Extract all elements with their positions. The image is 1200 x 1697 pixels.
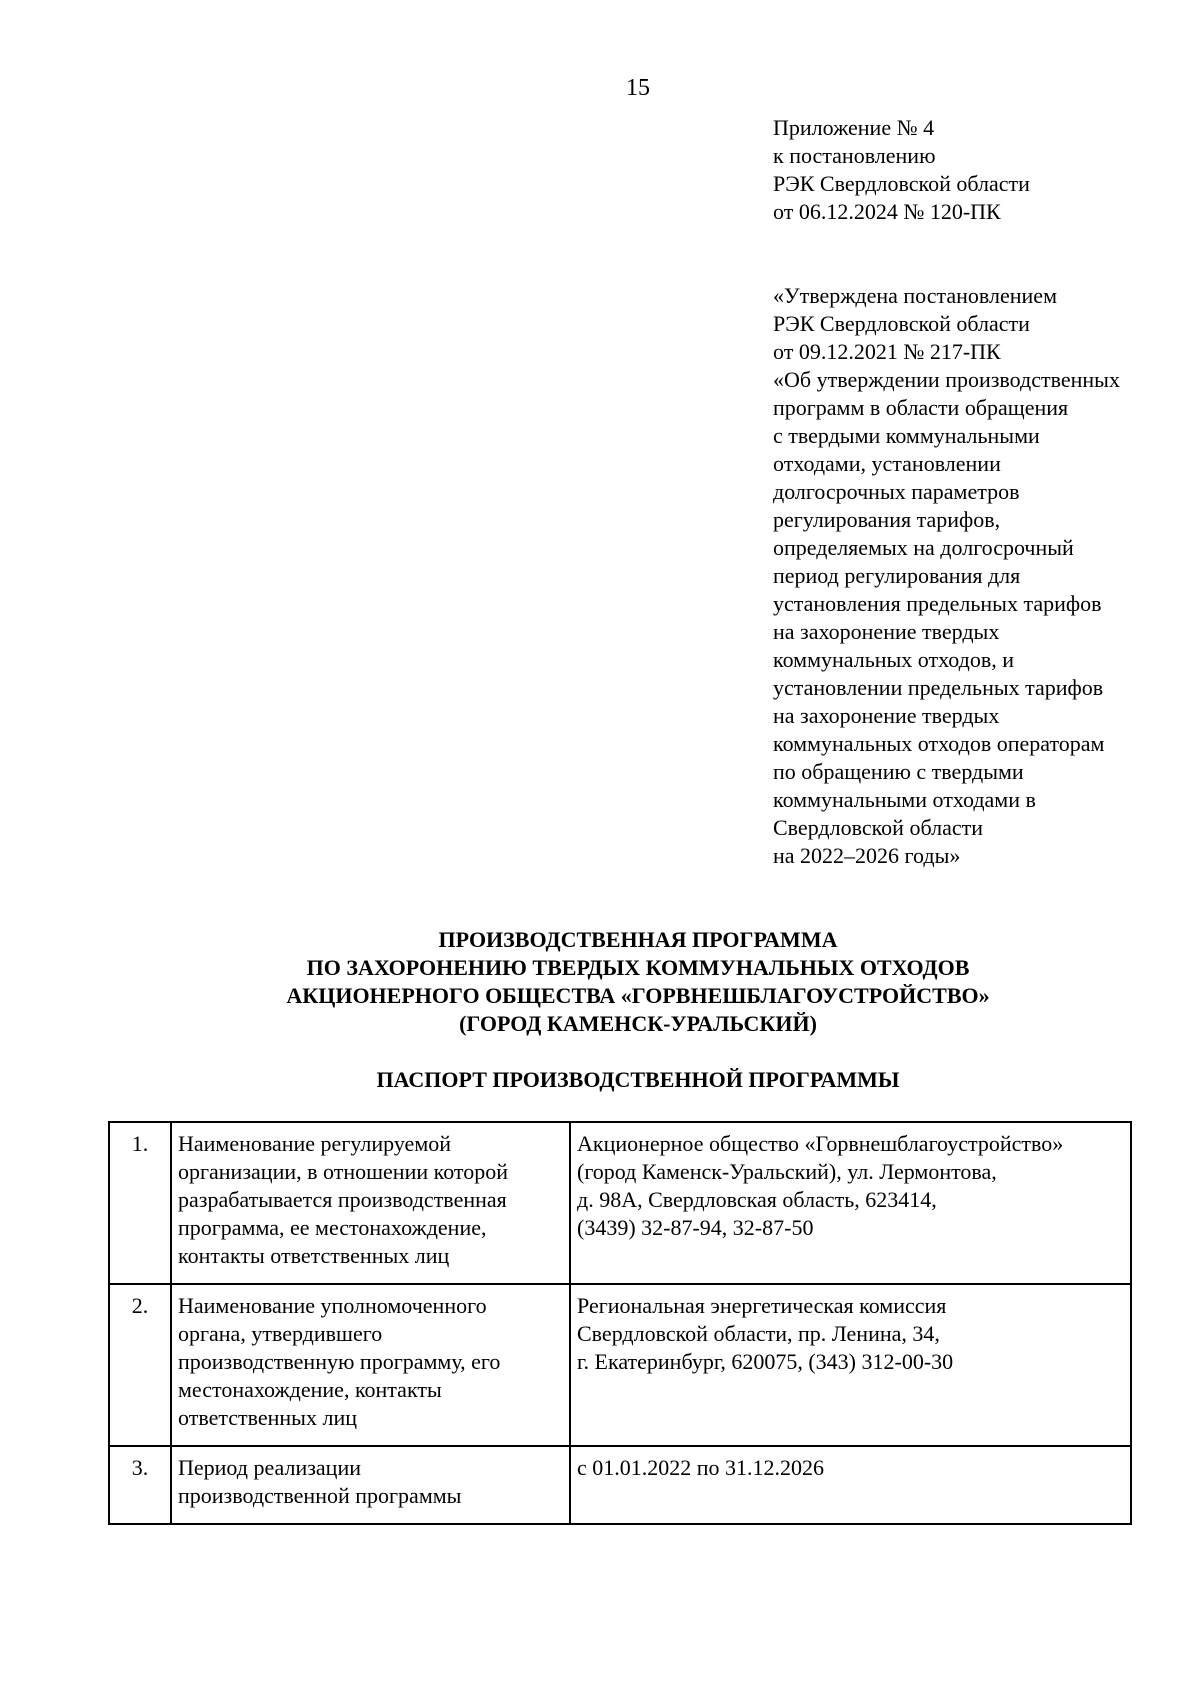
row-label-line: Наименование регулируемой: [178, 1131, 452, 1156]
row-value-line: д. 98А, Свердловская область, 623414,: [577, 1187, 937, 1212]
approval-line: определяемых на долгосрочный: [773, 535, 1074, 560]
passport-table: [108, 1121, 1132, 1525]
row-value: [570, 1122, 1131, 1284]
approval-line: Свердловской области: [773, 815, 983, 840]
page-number: 15: [626, 75, 650, 101]
row-value-line: г. Екатеринбург, 620075, (343) 312-00-30: [577, 1349, 954, 1374]
approval-line: с твердыми коммунальными: [773, 423, 1040, 448]
row-value: [570, 1284, 1131, 1446]
approval-line: регулирования тарифов,: [773, 507, 1001, 532]
row-value-line: Свердловской области, пр. Ленина, 34,: [577, 1321, 940, 1346]
row-value-line: Региональная энергетическая комиссия: [577, 1293, 947, 1318]
row-label-line: Период реализации: [178, 1455, 362, 1480]
approval-line: коммунальными отходами в: [773, 787, 1036, 812]
row-label-line: контакты ответственных лиц: [178, 1243, 450, 1268]
row-number: 1.: [109, 1122, 171, 1284]
approval-line: коммунальных отходов, и: [773, 647, 1015, 672]
program-title-line: ПРОИЗВОДСТВЕННАЯ ПРОГРАММА: [438, 927, 838, 952]
program-title-line: АКЦИОНЕРНОГО ОБЩЕСТВА «ГОРВНЕШБЛАГОУСТРОЙСТВО»: [286, 983, 990, 1008]
table-row: [109, 1122, 1131, 1284]
approval-line: коммунальных отходов операторам: [773, 731, 1105, 756]
approval-line: отходами, установлении: [773, 451, 1001, 476]
row-value: [570, 1446, 1131, 1524]
row-label-line: органа, утвердившего: [178, 1321, 383, 1346]
approval-reference: [773, 282, 1183, 870]
appendix-line: к постановлению: [773, 143, 936, 168]
row-label: [171, 1284, 570, 1446]
row-value-line: (город Каменск-Уральский), ул. Лермонтова,: [577, 1159, 997, 1184]
approval-line: от 09.12.2021 № 217-ПК: [773, 339, 1001, 364]
row-label: [171, 1122, 570, 1284]
program-title-line: (ГОРОД КАМЕНСК-УРАЛЬСКИЙ): [459, 1011, 817, 1036]
program-title-line: ПО ЗАХОРОНЕНИЮ ТВЕРДЫХ КОММУНАЛЬНЫХ ОТХОДОВ: [306, 955, 970, 980]
row-value-line: (3439) 32-87-94, 32-87-50: [577, 1215, 814, 1240]
table-row: [109, 1446, 1131, 1524]
row-label-line: местонахождение, контакты: [178, 1377, 442, 1402]
approval-line: по обращению с твердыми: [773, 759, 1024, 784]
approval-line: установлении предельных тарифов: [773, 675, 1104, 700]
row-label-line: производственную программу, его: [178, 1349, 501, 1374]
approval-line: «Утверждена постановлением: [773, 283, 1057, 308]
approval-line: «Об утверждении производственных: [773, 367, 1120, 392]
approval-line: РЭК Свердловской области: [773, 311, 1030, 336]
row-label: [171, 1446, 570, 1524]
approval-line: установления предельных тарифов: [773, 591, 1102, 616]
row-label-line: организации, в отношении которой: [178, 1159, 508, 1184]
row-number: 3.: [109, 1446, 171, 1524]
appendix-reference: [773, 114, 1173, 226]
approval-line: на захоронение твердых: [773, 619, 1000, 644]
row-value-line: с 01.01.2022 по 31.12.2026: [577, 1455, 825, 1480]
appendix-line: РЭК Свердловской области: [773, 171, 1030, 196]
table-row: [109, 1284, 1131, 1446]
row-label-line: разрабатывается производственная: [178, 1187, 507, 1212]
appendix-line: от 06.12.2024 № 120-ПК: [773, 199, 1001, 224]
approval-line: на захоронение твердых: [773, 703, 1000, 728]
row-label-line: программа, ее местонахождение,: [178, 1215, 487, 1240]
program-title: [108, 926, 1168, 1038]
approval-line: период регулирования для: [773, 563, 1021, 588]
approval-line: программ в области обращения: [773, 395, 1069, 420]
row-label-line: производственной программы: [178, 1483, 462, 1508]
passport-title: ПАСПОРТ ПРОИЗВОДСТВЕННОЙ ПРОГРАММЫ: [376, 1067, 900, 1092]
approval-line: долгосрочных параметров: [773, 479, 1020, 504]
appendix-line: Приложение № 4: [773, 115, 935, 140]
row-label-line: ответственных лиц: [178, 1405, 357, 1430]
row-value-line: Акционерное общество «Горвнешблагоустройство»: [577, 1131, 1064, 1156]
row-label-line: Наименование уполномоченного: [178, 1293, 487, 1318]
approval-line: на 2022–2026 годы»: [773, 843, 961, 868]
row-number: 2.: [109, 1284, 171, 1446]
